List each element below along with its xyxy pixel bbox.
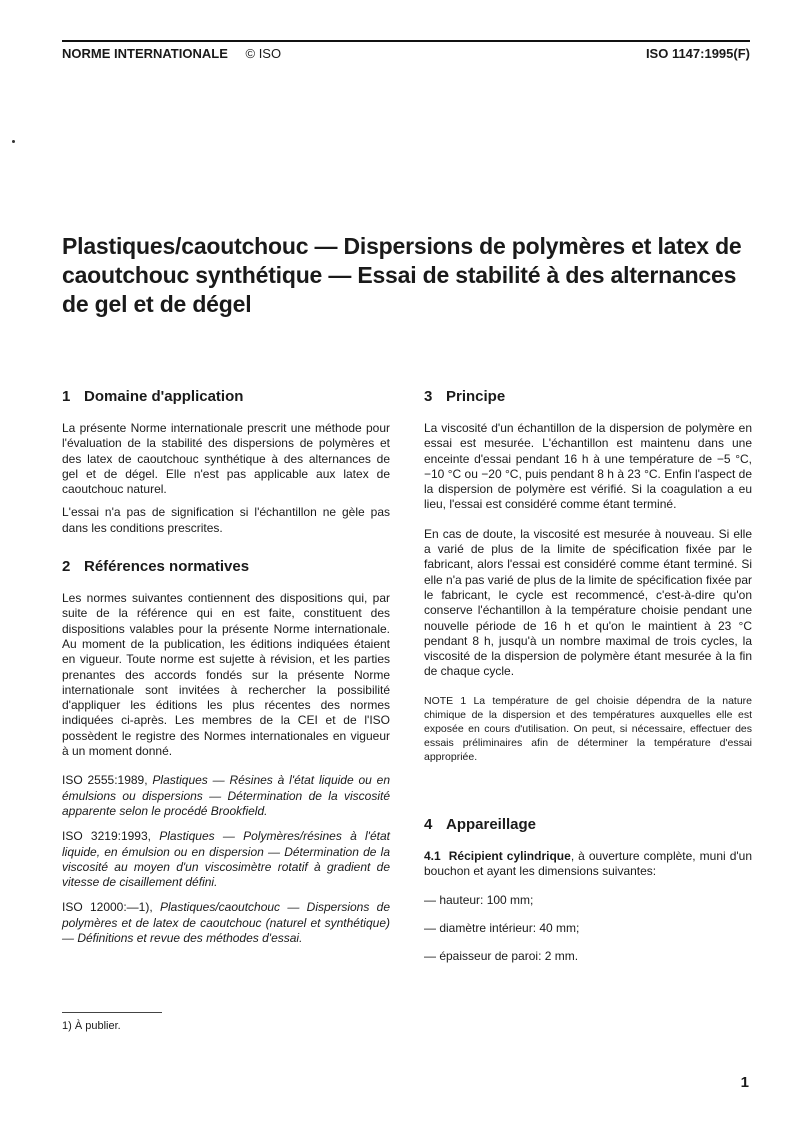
page-header bbox=[62, 40, 750, 61]
dimension-item: — hauteur: 100 mm; bbox=[424, 893, 534, 908]
footnote-divider bbox=[62, 1012, 162, 1013]
footnote: 1) À publier. bbox=[62, 1020, 121, 1032]
section-number: 3 bbox=[424, 388, 433, 405]
note-1: NOTE 1 La température de gel choisie dépendra de la nature chimique de la dispersion et des températures auxquelles elle est exposée en cours d'utilisation. On peut, si nécessaire, effectuer des essais préliminaires afin de déterminer la température d'essai appropriée. bbox=[424, 694, 752, 763]
header-document-ref: ISO 1147:1995(F) bbox=[645, 46, 750, 61]
reference-code: ISO 3219:1993, bbox=[62, 829, 151, 844]
header-left bbox=[62, 46, 281, 61]
reference-title: Plastiques/caoutchouc — Dispersions de polymères et de latex de caoutchouc (naturel et synthétique) — Définitions et revue des méthodes d'essai. bbox=[62, 900, 390, 946]
header-standard-type: NORME INTERNATIONALE bbox=[62, 46, 228, 61]
reference-item bbox=[62, 773, 390, 819]
section-3-heading bbox=[424, 388, 752, 405]
section-4-heading bbox=[424, 816, 752, 833]
subclause-4-1 bbox=[424, 849, 752, 880]
section-2-heading bbox=[62, 558, 390, 575]
reference-code: ISO 12000:—1), bbox=[62, 900, 153, 915]
right-column bbox=[424, 388, 752, 977]
dimension-item: — épaisseur de paroi: 2 mm. bbox=[424, 949, 579, 964]
section-title: Appareillage bbox=[446, 815, 537, 833]
reference-title: Plastiques — Polymères/résines à l'état liquide, en émulsion ou en dispersion — Détermination de la viscosité au moyen d'un viscosimètre rotatif à gradient de vitesse de cisaillement défini. bbox=[62, 829, 390, 890]
section-1-paragraph-1: La présente Norme internationale prescrit une méthode pour l'évaluation de la stabilité des dispersions de polymères et des latex de caoutchouc synthétique à des alternances de gel et de dégel. Elle n'est pas applicable aux latex de caoutchouc naturel. bbox=[62, 421, 390, 497]
left-column bbox=[62, 388, 390, 956]
page-number: 1 bbox=[740, 1074, 749, 1091]
subclause-title: Récipient cylindrique bbox=[448, 848, 571, 863]
section-3-paragraph-2: En cas de doute, la viscosité est mesurée à nouveau. Si elle a varié de plus de la limite de spécification fixée par le fabricant, alors l'essai est considéré comme étant terminé. Si elle n'a pas varié de plus de la limite de spécification fixée par le fabricant, le cycle est recommencé, c'est-à-dire qu'on conserve l'échantillon à la température choisie pendant une nouvelle période de 16 h et qu'on le maintient à 23 °C pendant 8 h, jusqu'à un nombre maximal de trois cycles, la viscosité de la dispersion de polymère étant mesurée à la fin de chaque cycle. bbox=[424, 526, 752, 679]
section-1-paragraph-2: L'essai n'a pas de signification si l'échantillon ne gèle pas dans les conditions prescrites. bbox=[62, 505, 390, 535]
section-3-paragraph-1: La viscosité d'un échantillon de la dispersion de polymère en essai est mesurée. L'échantillon est maintenu dans une enceinte d'essai pendant 16 h à une température de −5 °C, −10 °C ou −20 °C, puis pendant 8 h à 23 °C. Enfin l'aspect de la dispersion de polymère est vérifié. Si la coagulation a eu lieu, l'essai est considéré comme étant terminé. bbox=[424, 421, 752, 512]
subclause-text: , à ouverture complète, muni d'un bouchon et ayant les dimensions suivantes: bbox=[424, 848, 752, 879]
normative-references-list bbox=[62, 773, 390, 946]
subclause-number: 4.1 bbox=[424, 848, 441, 863]
section-title: Références normatives bbox=[84, 558, 250, 576]
header-copyright: © ISO bbox=[245, 46, 282, 61]
section-2-paragraph-1: Les normes suivantes contiennent des dispositions qui, par suite de la référence qui en est faite, constituent des dispositions valables pour la présente Norme internationale. Au moment de la publication, les éditions indiquées étaient en vigueur. Toute norme est sujette à révision, et les parties prenantes des accords fondés sur la présente Norme internationale sont invitées à rechercher la possibilité d'appliquer les éditions les plus récentes des normes indiquées ci-après. Les membres de la CEI et de l'ISO possèdent le registre des Normes internationales en vigueur à un moment donné. bbox=[62, 591, 390, 759]
section-number: 4 bbox=[424, 815, 433, 833]
reference-item bbox=[62, 900, 390, 946]
section-number: 1 bbox=[62, 388, 71, 405]
section-title: Domaine d'application bbox=[84, 388, 244, 405]
reference-title: Plastiques — Résines à l'état liquide ou en émulsions ou dispersions — Détermination de la viscosité apparente selon le procédé Brookfield. bbox=[62, 773, 391, 818]
section-1-heading bbox=[62, 388, 390, 405]
section-number: 2 bbox=[62, 558, 71, 576]
scan-speck bbox=[12, 140, 15, 143]
section-title: Principe bbox=[446, 388, 506, 405]
reference-item bbox=[62, 829, 390, 890]
reference-code: ISO 2555:1989, bbox=[62, 773, 148, 788]
dimension-item: — diamètre intérieur: 40 mm; bbox=[424, 921, 580, 936]
document-title: Plastiques/caoutchouc — Dispersions de polymères et latex de caoutchouc synthétique — Essai de stabilité à des alternances de gel et de dégel bbox=[62, 233, 742, 317]
